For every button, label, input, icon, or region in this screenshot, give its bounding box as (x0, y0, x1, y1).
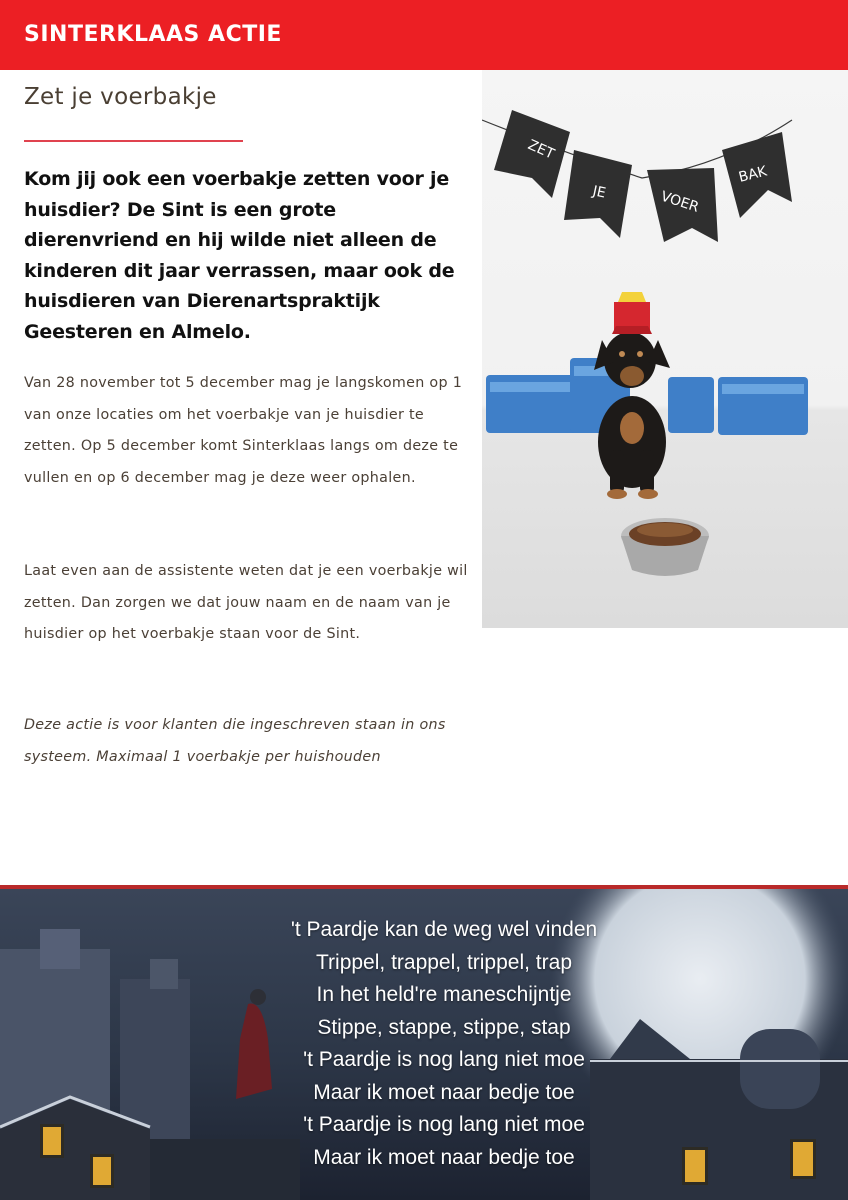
poem-line: 't Paardje is nog lang niet moe (303, 1113, 585, 1136)
poem-line: In het held're maneschijntje (316, 983, 572, 1006)
header-title: SINTERKLAAS ACTIE (24, 22, 282, 47)
dog-photo (482, 70, 848, 628)
poem-line: 't Paardje is nog lang niet moe (303, 1048, 585, 1071)
banner-flag-voer (647, 168, 718, 242)
paragraph-dates: Van 28 november tot 5 december mag je langskomen op 1 van onze locaties om het voerbakje van je huisdier te zetten. Op 5 december komt Sinterklaas langs om deze te vullen en op 6 december mag je deze weer ophalen. (24, 375, 463, 486)
dog-photo-illustration (482, 70, 848, 628)
night-rooftops-scene (0, 889, 848, 1200)
subtitle-divider (24, 140, 243, 142)
svg-text:ZET: ZET (525, 137, 557, 163)
svg-text:JE: JE (591, 183, 608, 202)
banner-flag-bak (722, 132, 792, 218)
poem-line: 't Paardje kan de weg wel vinden (290, 918, 598, 941)
food-bowl (621, 518, 709, 576)
banner-flag-zet (494, 110, 570, 198)
intro-text: Kom jij ook een voerbakje zetten voor je huisdier? De Sint is een grote dierenvriend en hij wilde niet alleen de kinderen dit jaar verrassen, maar ook de huisdieren van Dierenartspraktijk Geesteren en Almelo. (24, 168, 455, 343)
sinterklaas-poem (240, 914, 648, 1174)
poem-line: Stippe, stappe, stippe, stap (317, 1015, 571, 1039)
poem-line: Maar ik moet naar bedje toe (313, 1145, 575, 1169)
svg-text:VOER: VOER (658, 188, 701, 216)
svg-text:BAK: BAK (737, 163, 769, 186)
banner-flag-je (564, 150, 632, 238)
poem-line: Trippel, trappel, trippel, trap (315, 950, 572, 974)
paragraph-assistant: Laat even aan de assistente weten dat je een voerbakje wil zetten. Dan zorgen we dat jouw naam en de naam van je huisdier op het voerbakje staan voor de Sint. (24, 563, 468, 642)
section-subtitle: Zet je voerbakje (24, 84, 217, 110)
disclaimer-note: Deze actie is voor klanten die ingeschreven staan in ons systeem. Maximaal 1 voerbakje per huishouden (24, 717, 446, 765)
header-bar (0, 0, 848, 70)
poem-line: Maar ik moet naar bedje toe (313, 1080, 575, 1104)
